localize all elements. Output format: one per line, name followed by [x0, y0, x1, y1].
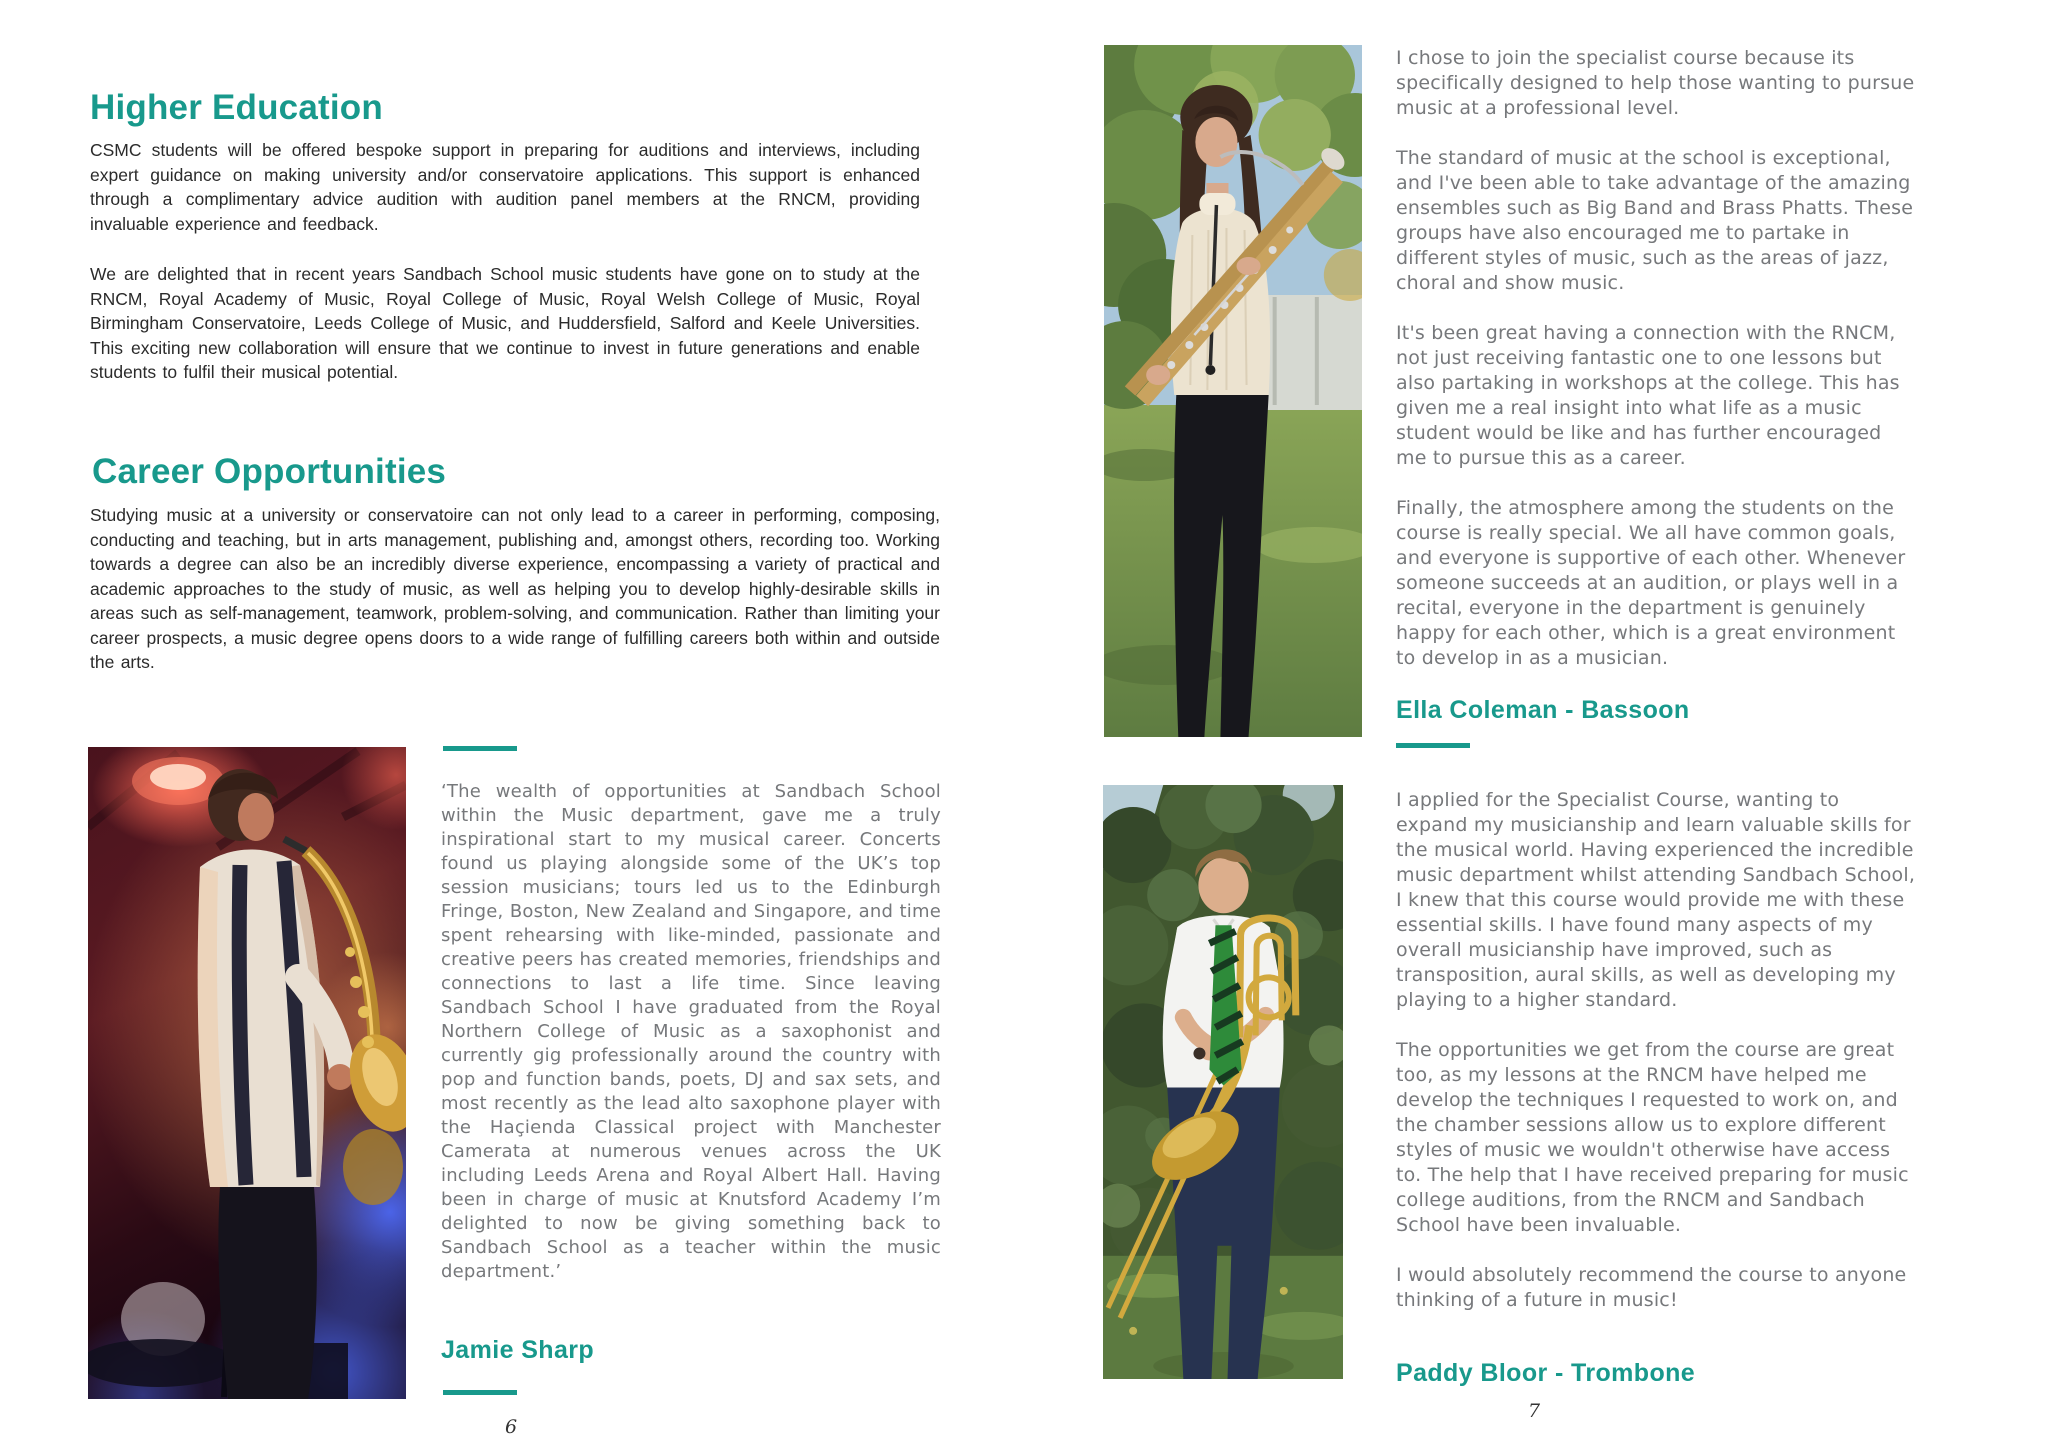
page-number-right: 7 [1528, 1400, 1541, 1422]
paragraph: I applied for the Specialist Course, wanting to expand my musicianship and learn valuable skills for the musical world. Having experienced the incredible music department whilst attending Sandbach School, I knew that this course would provide me with these essential skills. I have found many aspects of my overall musicianship have improved, such as transposition, aural skills, as well as developing my playing to a higher standard. [1396, 789, 1916, 1011]
paragraph: We are delighted that in recent years Sandbach School music students have gone on to study at the RNCM, Royal Academy of Music, Royal College of Music, Royal Welsh College of Music, Royal Birmingham Conservatoire, Leeds College of Music, and Huddersfield, Salford and Keele Universities. This exciting new collaboration will ensure that we continue to invest in future generations and enable students to fulfil their musical potential. [90, 264, 920, 382]
bassoon-photo-art [1104, 45, 1362, 737]
ella-rule [1396, 743, 1470, 748]
paragraph: The standard of music at the school is exceptional, and I've been able to take advantage of the amazing ensembles such as Big Band and Brass Phatts. These groups have also encouraged me to partake in different styles of music, such as the areas of jazz, choral and show music. [1396, 147, 1914, 294]
quote-bottom-rule [443, 1390, 517, 1395]
ella-author: Ella Coleman - Bassoon [1396, 696, 1690, 724]
paragraph: CSMC students will be offered bespoke support in preparing for auditions and interviews, including expert guidance on making university and/or conservatoire applications. This support is enhanced through a complimentary advice audition with audition panel members at the RNCM, providing invaluable experience and feedback. [90, 140, 920, 234]
higher-education-text [90, 138, 920, 411]
paragraph: It's been great having a connection with the RNCM, not just receiving fantastic one to one lessons but also partaking in workshops at the college. This has given me a real insight into what life as a music student would be like and has further encouraged me to pursue this as a career. [1396, 322, 1900, 469]
heading-career-opportunities: Career Opportunities [92, 452, 447, 491]
quote-author: Jamie Sharp [441, 1336, 595, 1364]
quote-top-rule [443, 746, 517, 751]
paddy-testimonial [1396, 788, 1916, 1388]
bassoon-student-photo [1104, 45, 1362, 737]
paragraph: Studying music at a university or conservatoire can not only lead to a career in performing, composing, conducting and teaching, but in arts management, publishing and, amongst others, recording too. Working towards a degree can also be an incredibly diverse experience, encompassing a variety of practical and academic approaches to the study of music, as well as helping you to develop highly-desirable skills in areas such as self-management, teamwork, problem-solving, and communication. Rather than limiting your career prospects, a music degree opens doors to a wide range of fulfilling careers both within and outside the arts. [90, 505, 940, 672]
paragraph: I would absolutely recommend the course to anyone thinking of a future in music! [1396, 1264, 1907, 1311]
trombone-photo-art [1103, 785, 1343, 1379]
paragraph: Finally, the atmosphere among the students on the course is really special. We all have common goals, and everyone is supportive of each other. Whenever someone succeeds at an audition, or plays well in a recital, everyone in the department is genuinely happy for each other, which is a great environment to develop in as a musician. [1396, 497, 1906, 669]
paddy-author: Paddy Bloor - Trombone [1396, 1359, 1696, 1387]
page-number-left: 6 [505, 1416, 518, 1438]
trombone-student-photo [1103, 785, 1343, 1379]
saxophonist-photo-art [88, 747, 406, 1399]
paragraph: The opportunities we get from the course are great too, as my lessons at the RNCM have helped me develop the techniques I requested to work on, and the chamber sessions allow us to explore different styles of music we wouldn't otherwise have access to. The help that I have received preparing for music college auditions, from the RNCM and Sandbach School have been invaluable. [1396, 1039, 1909, 1236]
paragraph: I chose to join the specialist course because its specifically designed to help those wanting to pursue music at a professional level. [1396, 47, 1915, 119]
jamie-sharp-quote [441, 780, 941, 1284]
saxophonist-stage-photo [88, 747, 406, 1399]
heading-higher-education: Higher Education [90, 88, 383, 127]
quote-text: ‘The wealth of opportunities at Sandbach School within the Music department, gave me a truly inspirational start to my musical career. Concerts found us playing alongside some of the UK’s top session musicians; tours led us to the Edinburgh Fringe, Boston, New Zealand and Singapore, and time spent rehearsing with like-minded, passionate and creative peers has created memories, friendships and connections to last a life time. Since leaving Sandbach School I have graduated from the Royal Northern College of Music as a saxophonist and currently gig professionally around the country with pop and function bands, poets, DJ and sax sets, and most recently as the lead alto saxophone player with the Haçienda Classical project with Manchester Camerata at numerous venues across the UK including Leeds Arena and Royal Albert Hall. Having been in charge of music at Knutsford Academy I’m delighted to now be giving something back to Sandbach School as a teacher within the music department.’ [441, 781, 941, 1282]
career-opportunities-text [90, 503, 940, 701]
ella-testimonial [1396, 46, 1916, 748]
